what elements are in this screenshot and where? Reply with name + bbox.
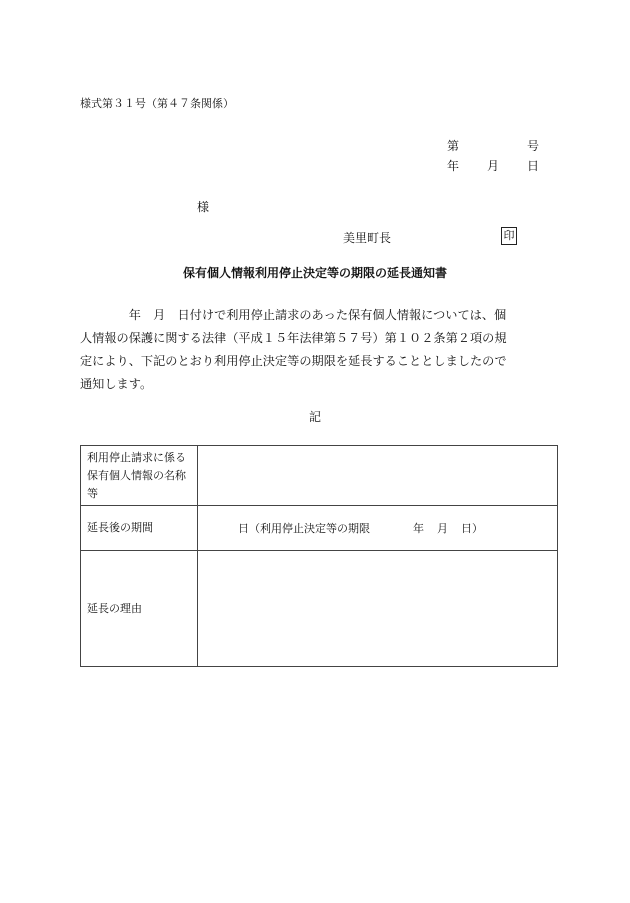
body-paragraph [80,304,560,396]
name-field[interactable] [198,446,558,506]
ki-heading: 記 [308,410,321,424]
period-day: 日（利用停止決定等の期限 [238,522,370,535]
form-number: 様式第３１号（第４７条関係） [80,97,234,110]
date-month: 月 [487,159,500,173]
reason-field[interactable] [198,551,558,667]
body-line: 人情報の保護に関する法律（平成１５年法律第５７号）第１０２条第２項の規 [80,331,507,345]
label-line: 等 [87,486,98,500]
date-day: 日 [527,159,540,173]
table-row [81,506,558,551]
document-title: 保有個人情報利用停止決定等の期限の延長通知書 [182,266,447,280]
label-line: 延長後の期間 [87,521,153,534]
table-row [81,551,558,667]
document-number-prefix: 第 [447,139,460,153]
label-cell [81,551,198,667]
table-row [81,446,558,506]
label-line: 保有個人情報の名称 [87,468,186,482]
body-line: 年 月 日付けで利用停止請求のあった保有個人情報については、個 [80,308,507,322]
body-line: 通知します。 [80,377,153,391]
period-month: 月 [437,522,448,535]
label-line: 延長の理由 [87,601,142,615]
period-text [198,520,557,536]
date-year: 年 [447,159,460,173]
label-cell [81,446,198,506]
period-field[interactable] [198,506,558,551]
label-line: 利用停止請求に係る [87,450,186,464]
body-line: 定により、下記のとおり利用停止決定等の期限を延長することとしましたので [80,354,507,368]
addressee-honorific: 様 [197,200,210,214]
document-number-suffix: 号 [527,139,540,153]
label-cell [81,506,198,551]
issuer-name: 美里町長 [343,231,392,245]
period-day-end: 日） [461,522,483,535]
info-table [80,445,558,667]
seal-box: 印 [501,227,517,245]
period-year: 年 [413,522,424,535]
